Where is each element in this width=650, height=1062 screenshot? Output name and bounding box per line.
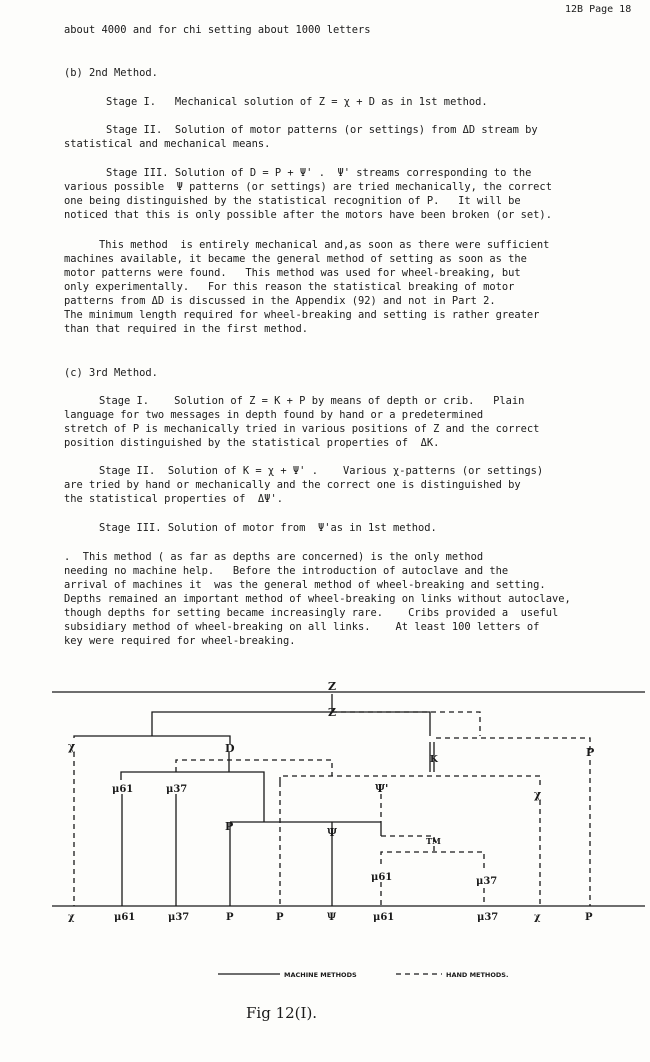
text-line: key were required for wheel-breaking. xyxy=(64,635,296,647)
text-line: position distinguished by the statistical properties of ΔK. xyxy=(64,437,440,449)
node-mu61: μ61 xyxy=(112,784,134,795)
node-p-right: P xyxy=(586,746,595,759)
section-heading-2nd-method: (b) 2nd Method. xyxy=(64,67,158,79)
text-line: Stage II. Solution of motor patterns (or settings) from ΔD stream by xyxy=(106,124,538,136)
text-line: Depths remained an important method of wheel-breaking on links without autoclave, xyxy=(64,593,571,605)
edge-machine xyxy=(121,772,264,822)
text-line: machines available, it became the general method of setting as soon as the xyxy=(64,253,527,265)
node-mu37: μ37 xyxy=(166,784,188,795)
figure-caption: Fig 12(I). xyxy=(246,1004,318,1022)
edge-hand xyxy=(176,760,332,776)
page-reference: 12B Page 18 xyxy=(565,4,632,15)
text-line: noticed that this is only possible after the motors have been broken (or set). xyxy=(64,209,552,221)
leaf-p: P xyxy=(585,912,593,923)
text-line: the statistical properties of ΔΨ'. xyxy=(64,493,283,505)
method-tree-diagram xyxy=(0,676,650,1062)
leaf-chi: χ xyxy=(68,912,75,923)
node-mu37-low: μ37 xyxy=(476,876,498,887)
leaf-p: P xyxy=(276,912,284,923)
leaf-chi: χ xyxy=(534,912,541,923)
node-k: K xyxy=(430,755,438,765)
text-line: stretch of P is mechanically tried in various positions of Z and the correct xyxy=(64,423,540,435)
node-z-top: Z xyxy=(328,680,337,693)
section-heading-3rd-method: (c) 3rd Method. xyxy=(64,367,158,379)
edge-hand xyxy=(280,776,540,786)
text-line: one being distinguished by the statistical recognition of P. It will be xyxy=(64,195,521,207)
node-tm: TM xyxy=(426,836,441,846)
text-line: language for two messages in depth found by hand or a predetermined xyxy=(64,409,484,421)
edge-machine xyxy=(74,736,230,744)
text-line: Stage I. Mechanical solution of Z = χ + D as in 1st method. xyxy=(106,96,488,108)
legend-hand-label: HAND METHODS. xyxy=(446,971,509,979)
leaf-mu37: μ37 xyxy=(477,912,499,923)
text-line: subsidiary method of wheel-breaking on all links. At least 100 letters of xyxy=(64,621,540,633)
node-d: D xyxy=(225,742,235,755)
leaf-psi: Ψ xyxy=(327,912,337,923)
text-line: statistical and mechanical means. xyxy=(64,138,271,150)
text-line: various possible Ψ patterns (or settings) are tried mechanically, the correct xyxy=(64,181,552,193)
node-chi-right: χ xyxy=(534,788,542,801)
edge-hand xyxy=(332,712,480,736)
node-p-mid: P xyxy=(225,820,234,833)
text-line: Stage I. Solution of Z = K + P by means of depth or crib. Plain xyxy=(99,395,525,407)
edge-machine xyxy=(152,712,430,736)
text-line: Stage II. Solution of K = χ + Ψ' . Various χ-patterns (or settings) xyxy=(99,465,544,477)
node-z-mid: Z xyxy=(328,706,337,719)
text-line: about 4000 and for chi setting about 1000 letters xyxy=(64,24,371,36)
text-line: only experimentally. For this reason the statistical breaking of motor xyxy=(64,281,515,293)
leaf-mu61: μ61 xyxy=(373,912,395,923)
node-mu61-low: μ61 xyxy=(371,872,393,883)
text-line: The minimum length required for wheel-breaking and setting is rather greater xyxy=(64,309,540,321)
leaf-mu61: μ61 xyxy=(114,912,136,923)
node-psi-mid: Ψ xyxy=(327,826,338,839)
legend xyxy=(218,971,508,979)
text-line: needing no machine help. Before the introduction of autoclave and the xyxy=(64,565,509,577)
text-line: Stage III. Solution of D = P + Ψ' . Ψ' streams corresponding to the xyxy=(106,167,532,179)
legend-machine-label: MACHINE METHODS xyxy=(284,971,357,979)
text-line: This method is entirely mechanical and,as soon as there were sufficient xyxy=(99,239,550,251)
edge-hand xyxy=(381,852,484,872)
text-line: motor patterns were found. This method was used for wheel-breaking, but xyxy=(64,267,521,279)
leaf-p: P xyxy=(226,912,234,923)
text-line: Stage III. Solution of motor from Ψ'as in 1st method. xyxy=(99,522,437,534)
text-line: are tried by hand or mechanically and the correct one is distinguished by xyxy=(64,479,521,491)
text-line: than that required in the first method. xyxy=(64,323,308,335)
text-line: . This method ( as far as depths are concerned) is the only method xyxy=(64,551,484,563)
leaf-mu37: μ37 xyxy=(168,912,190,923)
text-line: arrival of machines it was the general method of wheel-breaking and setting. xyxy=(64,579,546,591)
node-chi: χ xyxy=(68,740,76,753)
edge-hand xyxy=(436,738,590,750)
text-line: patterns from ΔD is discussed in the Appendix (92) and not in Part 2. xyxy=(64,295,496,307)
text-line: though depths for setting became increasingly rare. Cribs provided a useful xyxy=(64,607,559,619)
node-psi-prime: Ψ' xyxy=(375,782,389,795)
